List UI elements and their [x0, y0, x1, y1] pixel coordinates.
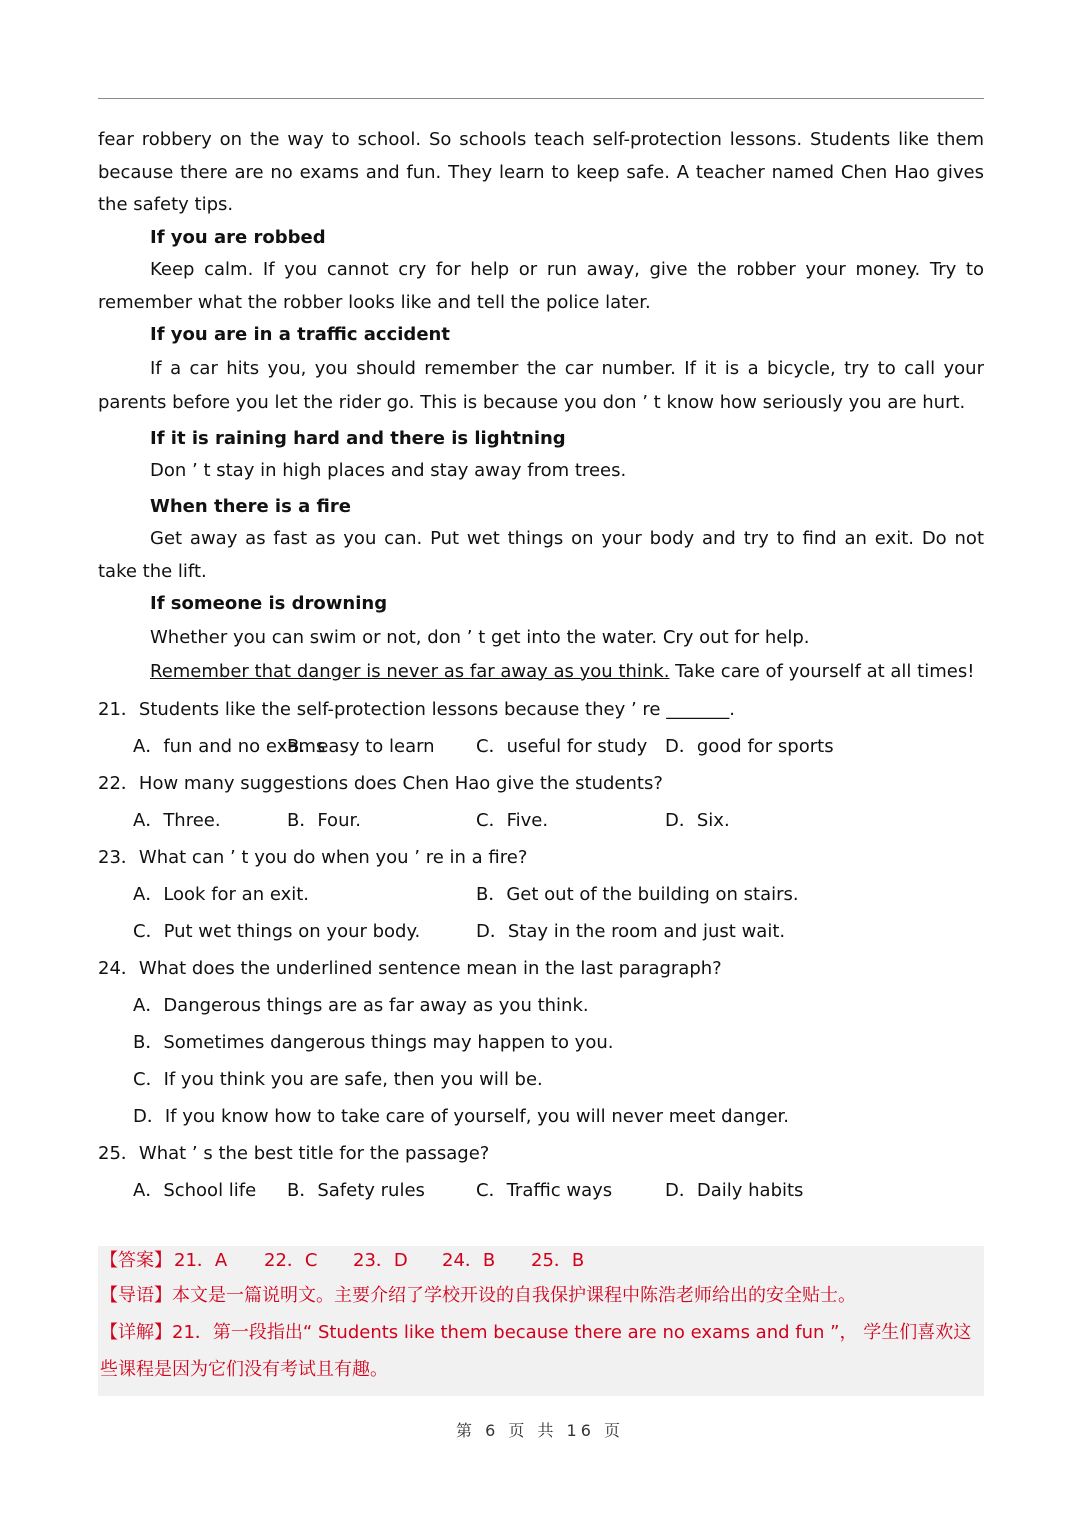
- question-22-stem: 22．How many suggestions does Chen Hao give the students?: [98, 772, 663, 794]
- question-21-stem: 21．Students like the self-protection lessons because they ’ re _______.: [98, 698, 735, 720]
- answer-guide: 【导语】本文是一篇说明文。主要介绍了学校开设的自我保护课程中陈浩老师给出的安全贴士。: [100, 1285, 856, 1306]
- option-25-b: B．Safety rules: [287, 1179, 425, 1201]
- answer-21: 21．A: [174, 1250, 228, 1271]
- passage-paragraph-2: Keep calm. If you cannot cry for help or run away, give the robber your money. Try to remember what the robber looks like and tell the police later.: [98, 259, 984, 313]
- passage-paragraph-3: If a car hits you, you should remember the car number. If it is a bicycle, try to call your parents before you let the rider go. This is because you don ’ t know how seriously you are hurt.: [98, 357, 984, 413]
- option-21-b: B．easy to learn: [287, 735, 435, 757]
- option-24-b: B．Sometimes dangerous things may happen to you.: [133, 1031, 614, 1053]
- option-25-c: C．Traffic ways: [476, 1179, 613, 1201]
- answer-23: 23．D: [353, 1250, 408, 1271]
- tip-heading-lightning: If it is raining hard and there is lightning: [150, 427, 566, 449]
- underlined-sentence: Remember that danger is never as far away as you think.: [150, 660, 670, 682]
- option-22-a: A．Three.: [133, 809, 221, 831]
- option-23-a: A．Look for an exit.: [133, 883, 310, 905]
- answer-22: 22．C: [264, 1250, 318, 1271]
- answer-25: 25．B: [531, 1250, 585, 1271]
- option-22-d: D．Six.: [665, 809, 730, 831]
- option-21-a: A．fun and no exams: [133, 735, 326, 757]
- question-23-stem: 23．What can ’ t you do when you ’ re in a fire?: [98, 846, 528, 868]
- question-22-options: [98, 802, 984, 839]
- tip-heading-traffic: If you are in a traffic accident: [150, 324, 450, 345]
- option-25-a: A．School life: [133, 1179, 257, 1201]
- tip-heading-drowning: If someone is drowning: [150, 593, 388, 614]
- option-22-b: B．Four.: [287, 809, 361, 831]
- answer-detail: 【详解】21．第一段指出“ Students like them because there are no exams and fun ”， 学生们喜欢这些课程是因为它们没有考试且有趣。: [100, 1322, 972, 1380]
- passage-and-questions: [98, 124, 984, 1209]
- option-23-d: D．Stay in the room and just wait.: [476, 920, 786, 942]
- option-22-c: C．Five.: [476, 809, 549, 831]
- header-rule: [98, 98, 984, 99]
- question-24-stem: 24．What does the underlined sentence mean in the last paragraph?: [98, 957, 722, 979]
- option-24-a: A．Dangerous things are as far away as you think.: [133, 994, 589, 1016]
- answer-label: 【答案】: [100, 1250, 172, 1271]
- passage-paragraph-7-rest: Take care of yourself at all times!: [669, 660, 975, 682]
- option-24-c: C．If you think you are safe, then you will be.: [133, 1068, 543, 1090]
- answer-key-row: [98, 1247, 984, 1277]
- question-25-options: [98, 1172, 984, 1209]
- passage-paragraph-5: Get away as fast as you can. Put wet things on your body and try to find an exit. Do not take the lift.: [98, 528, 984, 582]
- passage-paragraph-4: Don ’ t stay in high places and stay away from trees.: [150, 460, 627, 481]
- option-23-b: B．Get out of the building on stairs.: [476, 883, 799, 905]
- option-25-d: D．Daily habits: [665, 1179, 804, 1201]
- passage-paragraph-1: fear robbery on the way to school. So schools teach self-protection lessons. Students like them because there are no exams and fun. They learn to keep safe. A teacher named Chen Hao gives the safety tips.: [98, 129, 984, 215]
- tip-heading-fire: When there is a fire: [150, 495, 351, 517]
- page-number: 第 6 页 共 16 页: [456, 1421, 624, 1440]
- question-23-options-row-1: [98, 876, 984, 913]
- option-24-d: D．If you know how to take care of yourself, you will never meet danger.: [133, 1105, 790, 1127]
- question-23-options-row-2: [98, 913, 984, 950]
- tip-heading-robbed: If you are robbed: [150, 226, 326, 248]
- option-21-c: C．useful for study: [476, 735, 648, 757]
- option-21-d: D．good for sports: [665, 735, 834, 757]
- question-25-stem: 25．What ’ s the best title for the passage?: [98, 1142, 490, 1164]
- answer-24: 24．B: [442, 1250, 496, 1271]
- passage-paragraph-7: [98, 655, 984, 689]
- option-23-c: C．Put wet things on your body.: [133, 920, 421, 942]
- question-21-options: [98, 728, 984, 765]
- answer-box: [98, 1246, 984, 1396]
- passage-paragraph-6: Whether you can swim or not, don ’ t get into the water. Cry out for help.: [150, 626, 810, 648]
